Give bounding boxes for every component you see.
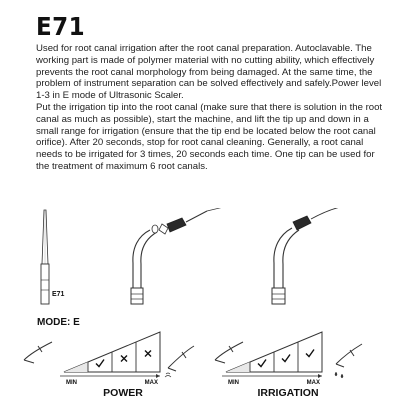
power-caption: POWER — [103, 387, 143, 399]
power-handpiece-right-icon — [168, 346, 194, 371]
irrigation-caption: IRRIGATION — [257, 387, 319, 399]
power-check-icon — [96, 360, 104, 367]
mode-label: MODE: E — [37, 317, 80, 328]
irrigation-handpiece-left-icon — [215, 342, 243, 363]
irrigation-chart — [215, 332, 362, 386]
irrigation-check-icon — [282, 355, 290, 362]
irrigation-check-icon — [258, 360, 266, 367]
power-cross-icon — [121, 356, 127, 362]
irrigation-handpiece-right-icon — [336, 344, 362, 367]
product-code-title: E71 — [36, 12, 86, 41]
power-max-label: MAX — [144, 380, 158, 386]
product-description — [36, 43, 384, 173]
power-handpiece-left-icon — [24, 342, 52, 363]
tip-label: E71 — [52, 291, 65, 298]
power-chart — [24, 332, 194, 386]
mode-charts — [0, 330, 416, 387]
power-min-label: MIN — [66, 380, 77, 386]
power-cross-icon — [145, 351, 151, 357]
straight-tip-illustration — [41, 210, 65, 304]
power-vibration-icon — [165, 373, 171, 377]
irrigation-min-label: MIN — [228, 380, 239, 386]
irrigation-check-icon — [306, 350, 314, 357]
description-paragraph-1: Used for root canal irrigation after the root canal preparation. Autoclavable. The working part is made of polymer material with no cutting ability, which effectively prevents the root canal morphology from being damaged. At the same time, the problem of instrument separation can be solved effectively and safely.Power level 1-3 in E mode of Ultrasonic Scaler. — [36, 43, 382, 102]
handpiece-with-tip-illustration — [272, 208, 355, 304]
description-paragraph-2: Put the irrigation tip into the root canal (make sure that there is solution in the root canal as much as possible), start the machine, and lift the tip up and down in a small range for irrigation (ensure that the tip end be located below the root canal orifice). After 20 seconds, stop for root canal cleaning. Generally, a root canal needs to be irrigated for 3 times, 20 seconds each time. One tip can be used for the treatment of maximum 6 root canals. — [36, 101, 383, 172]
irrigation-max-label: MAX — [306, 380, 320, 386]
tip-illustrations — [0, 208, 416, 313]
handpiece-with-detached-tip-illustration — [131, 208, 250, 304]
water-drops-icon — [335, 372, 343, 378]
